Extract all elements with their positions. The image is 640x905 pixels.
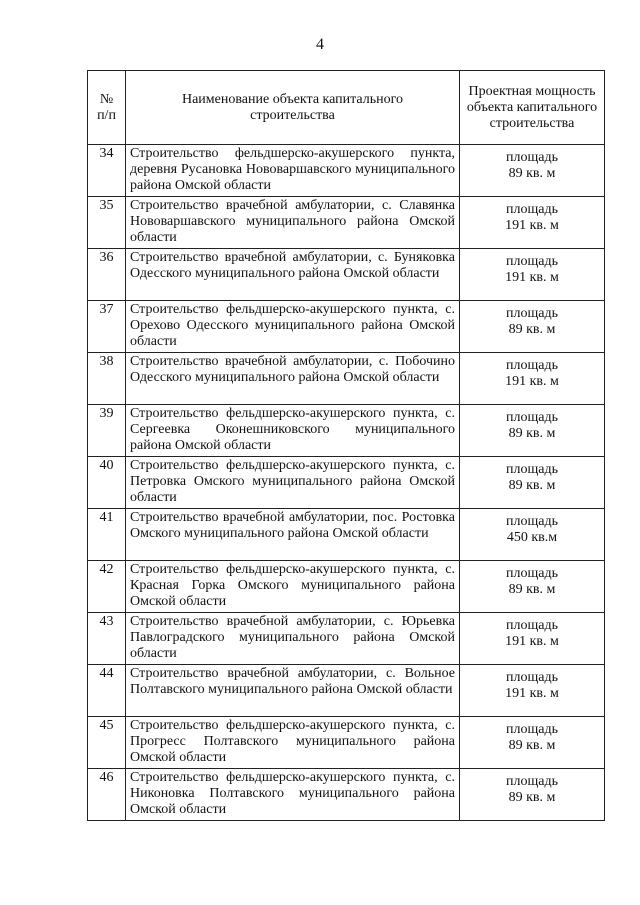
row-number: 37 [88,301,126,353]
capacity-label: площадь [506,150,558,165]
row-number: 34 [88,145,126,197]
row-object-name: Строительство фельдшерско-акушерского пункта, деревня Русановка Нововаршавского муниципального района Омской области [126,145,460,197]
row-number: 46 [88,769,126,821]
capacity-label: площадь [506,722,558,737]
capacity-value: 89 кв. м [508,478,556,493]
capacity-label: площадь [506,254,558,269]
table-row [88,665,605,717]
capacity-value: 89 кв. м [508,426,556,441]
capacity-value: 89 кв. м [508,738,556,753]
row-object-name: Строительство врачебной амбулатории, с. Славянка Нововаршавского муниципального района Омской области [126,197,460,249]
header-number: № п/п [88,71,126,145]
capacity-value: 89 кв. м [508,790,556,805]
row-object-name: Строительство врачебной амбулатории, с. Побочино Одесского муниципального района Омской области [126,353,460,405]
capacity-label: площадь [506,670,558,685]
header-design-capacity: Проектная мощность объекта капитального строительства [460,71,605,145]
row-capacity [460,613,605,665]
row-number: 42 [88,561,126,613]
capacity-value: 450 кв.м [506,530,558,545]
row-capacity [460,509,605,561]
capacity-label: площадь [506,410,558,425]
row-object-name: Строительство фельдшерско-акушерского пункта, с. Сергеевка Оконешниковского муниципального района Омской области [126,405,460,457]
capacity-value: 191 кв. м [505,634,559,649]
row-capacity [460,405,605,457]
row-number: 39 [88,405,126,457]
table-row [88,197,605,249]
row-object-name: Строительство врачебной амбулатории, с. Вольное Полтавского муниципального района Омской области [126,665,460,717]
row-object-name: Строительство фельдшерско-акушерского пункта, с. Прогресс Полтавского муниципального района Омской области [126,717,460,769]
row-capacity [460,353,605,405]
row-number: 36 [88,249,126,301]
row-capacity [460,301,605,353]
table-row [88,145,605,197]
capacity-value: 89 кв. м [508,582,556,597]
table-row [88,717,605,769]
row-object-name: Строительство врачебной амбулатории, с. Буняковка Одесского муниципального района Омской области [126,249,460,301]
row-object-name: Строительство врачебной амбулатории, пос. Ростовка Омского муниципального района Омской области [126,509,460,561]
table-row [88,561,605,613]
capacity-value: 191 кв. м [505,270,559,285]
capacity-value: 191 кв. м [505,218,559,233]
row-object-name: Строительство фельдшерско-акушерского пункта, с. Никоновка Полтавского муниципального района Омской области [126,769,460,821]
capacity-label: площадь [506,774,558,789]
row-number: 45 [88,717,126,769]
row-object-name: Строительство врачебной амбулатории, с. Юрьевка Павлоградского муниципального района Омской области [126,613,460,665]
row-capacity [460,769,605,821]
capacity-label: площадь [506,306,558,321]
capacity-label: площадь [506,514,558,529]
table-row [88,769,605,821]
row-capacity [460,457,605,509]
table-row [88,509,605,561]
row-number: 43 [88,613,126,665]
capacity-value: 89 кв. м [508,166,556,181]
row-number: 35 [88,197,126,249]
table-header-row [88,71,605,145]
header-object-name: Наименование объекта капитального строительства [126,71,460,145]
capital-construction-table [87,70,605,821]
row-number: 41 [88,509,126,561]
capacity-label: площадь [506,618,558,633]
row-capacity [460,249,605,301]
capacity-value: 191 кв. м [505,374,559,389]
capacity-value: 191 кв. м [505,686,559,701]
capacity-value: 89 кв. м [508,322,556,337]
capacity-label: площадь [506,202,558,217]
table-row [88,457,605,509]
table-row [88,301,605,353]
table-row [88,405,605,457]
row-number: 38 [88,353,126,405]
table-row [88,353,605,405]
row-capacity [460,717,605,769]
capacity-label: площадь [506,566,558,581]
row-object-name: Строительство фельдшерско-акушерского пункта, с. Петровка Омского муниципального района Омской области [126,457,460,509]
page-number: 4 [316,36,324,53]
capacity-label: площадь [506,358,558,373]
table-body [88,145,605,821]
row-capacity [460,145,605,197]
row-object-name: Строительство фельдшерско-акушерского пункта, с. Красная Горка Омского муниципального района Омской области [126,561,460,613]
row-capacity [460,197,605,249]
row-number: 40 [88,457,126,509]
capacity-label: площадь [506,462,558,477]
table-row [88,249,605,301]
table-row [88,613,605,665]
row-capacity [460,665,605,717]
row-number: 44 [88,665,126,717]
row-object-name: Строительство фельдшерско-акушерского пункта, с. Орехово Одесского муниципального района Омской области [126,301,460,353]
row-capacity [460,561,605,613]
